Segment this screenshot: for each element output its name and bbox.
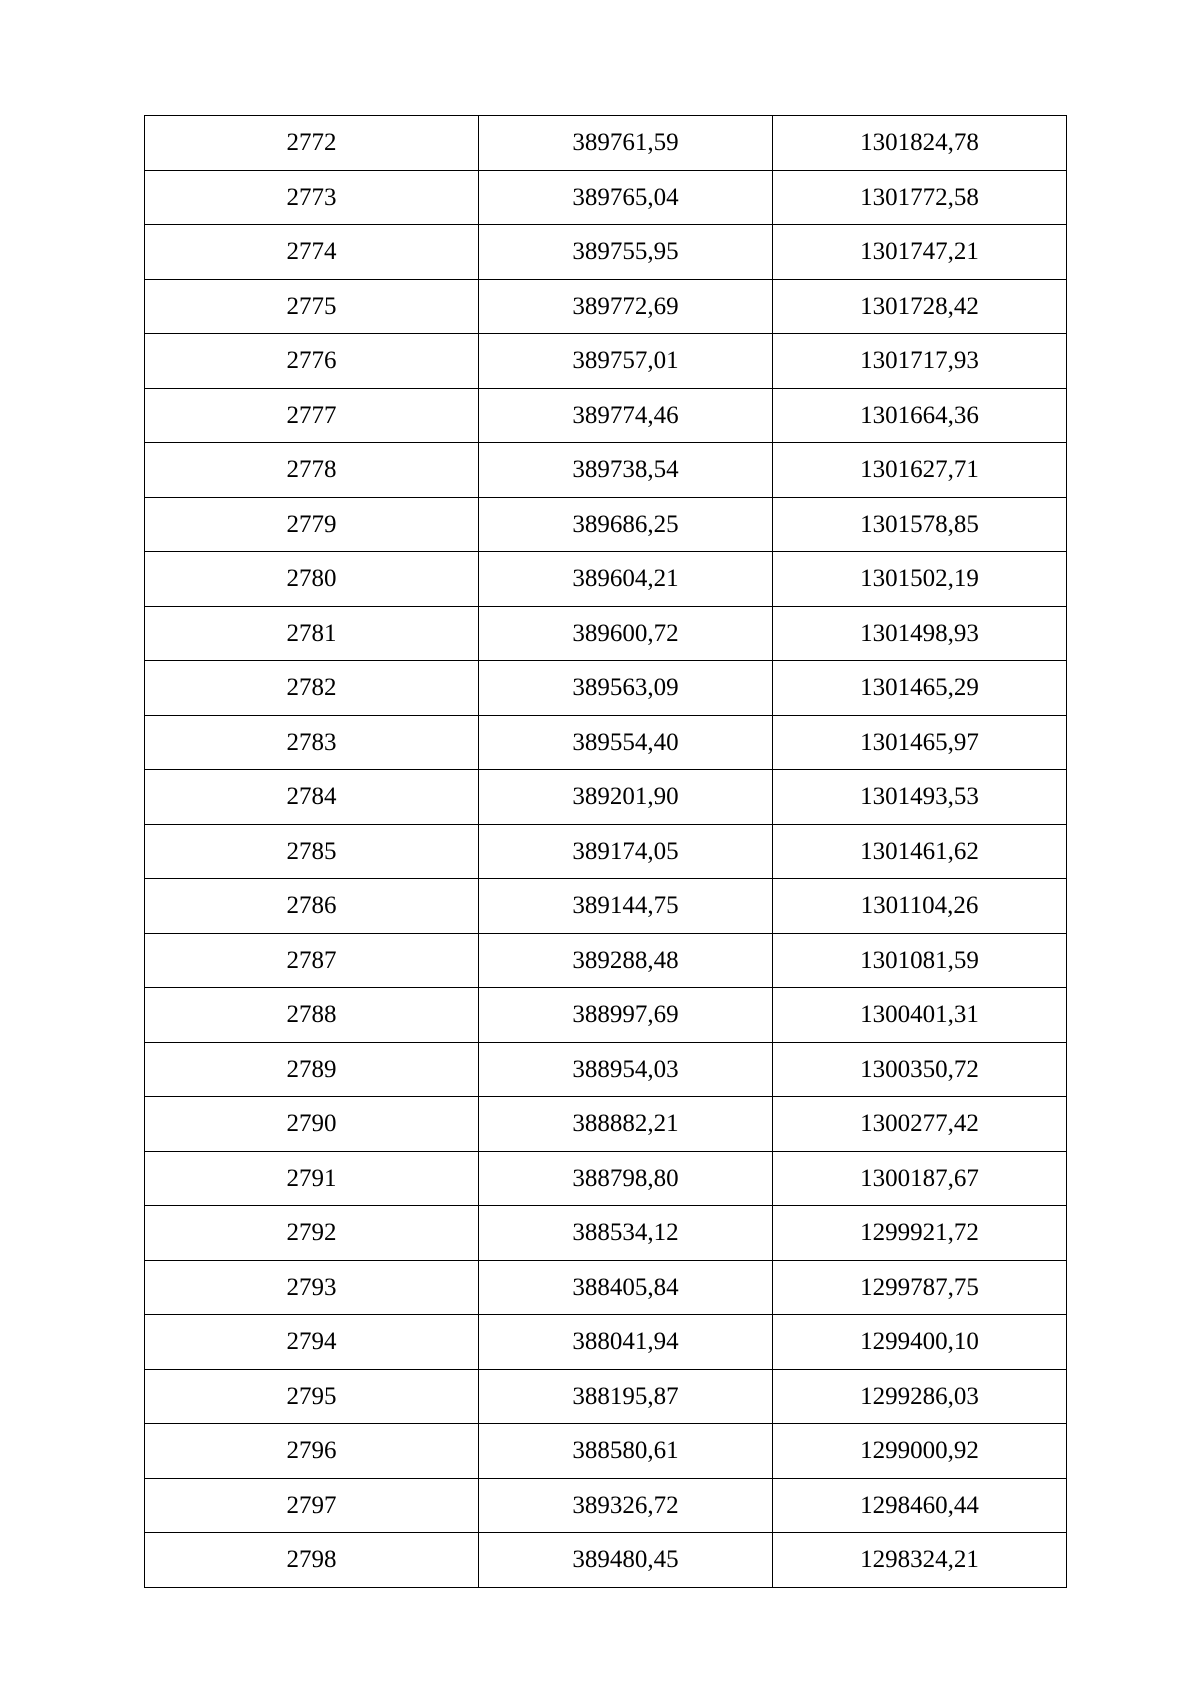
y-coordinate-cell: 1298460,44	[773, 1478, 1067, 1533]
table-row	[145, 1533, 1067, 1588]
table-row	[145, 988, 1067, 1043]
point-number-cell: 2798	[145, 1533, 479, 1588]
point-number-cell: 2797	[145, 1478, 479, 1533]
y-coordinate-cell: 1299921,72	[773, 1206, 1067, 1261]
table-row	[145, 116, 1067, 171]
point-number-cell: 2793	[145, 1260, 479, 1315]
y-coordinate-cell: 1299000,92	[773, 1424, 1067, 1479]
table-row	[145, 1424, 1067, 1479]
table-row	[145, 824, 1067, 879]
y-coordinate-cell: 1301465,29	[773, 661, 1067, 716]
y-coordinate-cell: 1301578,85	[773, 497, 1067, 552]
table-row	[145, 715, 1067, 770]
x-coordinate-cell: 389761,59	[479, 116, 773, 171]
table-row	[145, 1151, 1067, 1206]
coordinates-table-body	[145, 116, 1067, 1588]
point-number-cell: 2784	[145, 770, 479, 825]
point-number-cell: 2781	[145, 606, 479, 661]
x-coordinate-cell: 389554,40	[479, 715, 773, 770]
point-number-cell: 2794	[145, 1315, 479, 1370]
y-coordinate-cell: 1301502,19	[773, 552, 1067, 607]
table-row	[145, 770, 1067, 825]
point-number-cell: 2796	[145, 1424, 479, 1479]
table-row	[145, 1369, 1067, 1424]
point-number-cell: 2791	[145, 1151, 479, 1206]
x-coordinate-cell: 389755,95	[479, 225, 773, 280]
point-number-cell: 2787	[145, 933, 479, 988]
y-coordinate-cell: 1301824,78	[773, 116, 1067, 171]
x-coordinate-cell: 388580,61	[479, 1424, 773, 1479]
point-number-cell: 2792	[145, 1206, 479, 1261]
y-coordinate-cell: 1299787,75	[773, 1260, 1067, 1315]
point-number-cell: 2779	[145, 497, 479, 552]
point-number-cell: 2780	[145, 552, 479, 607]
table-row	[145, 606, 1067, 661]
y-coordinate-cell: 1300187,67	[773, 1151, 1067, 1206]
point-number-cell: 2773	[145, 170, 479, 225]
y-coordinate-cell: 1301627,71	[773, 443, 1067, 498]
x-coordinate-cell: 389144,75	[479, 879, 773, 934]
y-coordinate-cell: 1301728,42	[773, 279, 1067, 334]
x-coordinate-cell: 389201,90	[479, 770, 773, 825]
y-coordinate-cell: 1301498,93	[773, 606, 1067, 661]
x-coordinate-cell: 388798,80	[479, 1151, 773, 1206]
point-number-cell: 2795	[145, 1369, 479, 1424]
table-row	[145, 225, 1067, 280]
x-coordinate-cell: 388041,94	[479, 1315, 773, 1370]
x-coordinate-cell: 389765,04	[479, 170, 773, 225]
coordinates-table	[144, 115, 1067, 1588]
y-coordinate-cell: 1301772,58	[773, 170, 1067, 225]
table-row	[145, 933, 1067, 988]
y-coordinate-cell: 1301717,93	[773, 334, 1067, 389]
table-row	[145, 1206, 1067, 1261]
table-row	[145, 497, 1067, 552]
y-coordinate-cell: 1301493,53	[773, 770, 1067, 825]
y-coordinate-cell: 1301104,26	[773, 879, 1067, 934]
table-row	[145, 879, 1067, 934]
x-coordinate-cell: 389174,05	[479, 824, 773, 879]
x-coordinate-cell: 389288,48	[479, 933, 773, 988]
x-coordinate-cell: 389600,72	[479, 606, 773, 661]
point-number-cell: 2788	[145, 988, 479, 1043]
point-number-cell: 2786	[145, 879, 479, 934]
y-coordinate-cell: 1301461,62	[773, 824, 1067, 879]
x-coordinate-cell: 389563,09	[479, 661, 773, 716]
x-coordinate-cell: 389480,45	[479, 1533, 773, 1588]
x-coordinate-cell: 389326,72	[479, 1478, 773, 1533]
x-coordinate-cell: 388954,03	[479, 1042, 773, 1097]
table-row	[145, 1260, 1067, 1315]
x-coordinate-cell: 388997,69	[479, 988, 773, 1043]
x-coordinate-cell: 388882,21	[479, 1097, 773, 1152]
x-coordinate-cell: 389757,01	[479, 334, 773, 389]
point-number-cell: 2775	[145, 279, 479, 334]
table-row	[145, 1478, 1067, 1533]
table-row	[145, 552, 1067, 607]
table-row	[145, 661, 1067, 716]
table-row	[145, 170, 1067, 225]
point-number-cell: 2772	[145, 116, 479, 171]
table-row	[145, 1042, 1067, 1097]
point-number-cell: 2785	[145, 824, 479, 879]
x-coordinate-cell: 388405,84	[479, 1260, 773, 1315]
y-coordinate-cell: 1299286,03	[773, 1369, 1067, 1424]
point-number-cell: 2790	[145, 1097, 479, 1152]
x-coordinate-cell: 389772,69	[479, 279, 773, 334]
x-coordinate-cell: 388195,87	[479, 1369, 773, 1424]
y-coordinate-cell: 1300277,42	[773, 1097, 1067, 1152]
y-coordinate-cell: 1298324,21	[773, 1533, 1067, 1588]
table-row	[145, 1315, 1067, 1370]
y-coordinate-cell: 1300350,72	[773, 1042, 1067, 1097]
point-number-cell: 2783	[145, 715, 479, 770]
table-row	[145, 334, 1067, 389]
x-coordinate-cell: 389686,25	[479, 497, 773, 552]
x-coordinate-cell: 389738,54	[479, 443, 773, 498]
point-number-cell: 2776	[145, 334, 479, 389]
table-row	[145, 279, 1067, 334]
y-coordinate-cell: 1300401,31	[773, 988, 1067, 1043]
x-coordinate-cell: 389604,21	[479, 552, 773, 607]
x-coordinate-cell: 388534,12	[479, 1206, 773, 1261]
point-number-cell: 2789	[145, 1042, 479, 1097]
table-row	[145, 388, 1067, 443]
point-number-cell: 2774	[145, 225, 479, 280]
table-row	[145, 443, 1067, 498]
y-coordinate-cell: 1301664,36	[773, 388, 1067, 443]
point-number-cell: 2778	[145, 443, 479, 498]
x-coordinate-cell: 389774,46	[479, 388, 773, 443]
table-row	[145, 1097, 1067, 1152]
y-coordinate-cell: 1301465,97	[773, 715, 1067, 770]
point-number-cell: 2777	[145, 388, 479, 443]
point-number-cell: 2782	[145, 661, 479, 716]
y-coordinate-cell: 1299400,10	[773, 1315, 1067, 1370]
y-coordinate-cell: 1301081,59	[773, 933, 1067, 988]
y-coordinate-cell: 1301747,21	[773, 225, 1067, 280]
